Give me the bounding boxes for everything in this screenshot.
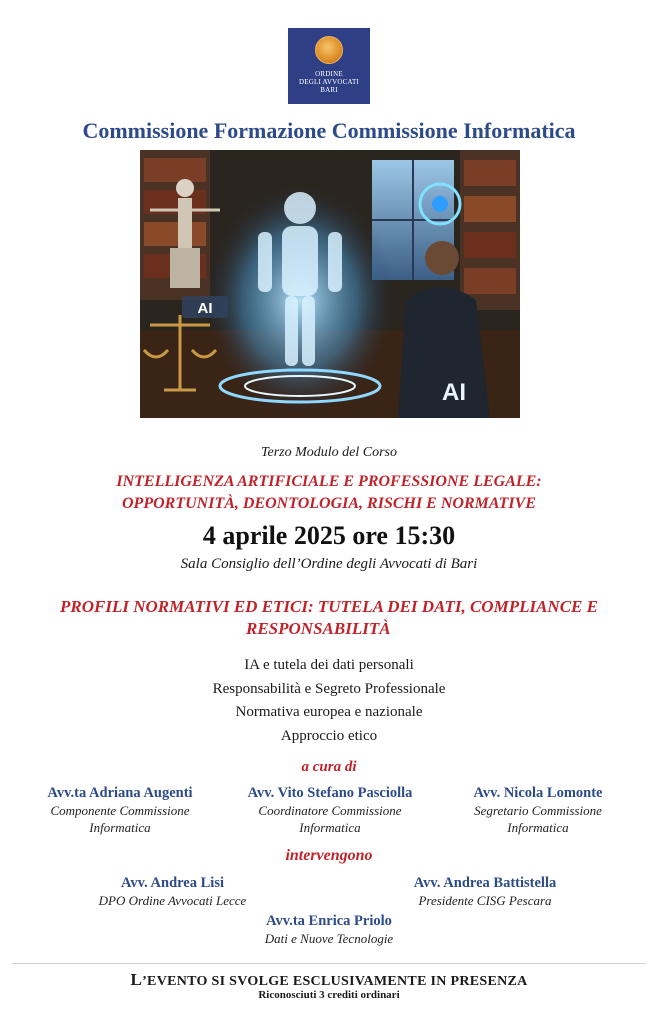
curator-name: Avv. Vito Stefano Pasciolla [247, 785, 413, 801]
presence-notice-initial: L [130, 970, 143, 989]
credits-notice: Riconosciuti 3 crediti ordinari [258, 989, 400, 1001]
logo-text [299, 70, 359, 94]
course-title [0, 471, 658, 515]
curator-name: Avv. Nicola Lomonte [473, 785, 603, 801]
curator-role: Informatica [89, 820, 151, 835]
logo-text-line: ORDINE [315, 70, 343, 78]
speaker-role: DPO Ordine Avvocati Lecce [98, 893, 247, 908]
curator-role: Componente Commissione [50, 803, 190, 818]
curators-label: a cura di [301, 759, 357, 775]
ai-label-right: AI [442, 379, 466, 406]
curator-card [444, 784, 632, 836]
speaker-card [65, 874, 280, 909]
speaker-name: Avv. Andrea Battistella [413, 875, 557, 891]
hero-illustration [140, 150, 520, 418]
speaker-name: Avv. Andrea Lisi [120, 875, 224, 891]
event-date-time: 4 aprile 2025 ore 15:30 [202, 521, 456, 550]
section-title-line: RESPONSABILITÀ [246, 619, 391, 638]
presence-notice-text: ’EVENTO SI SVOLGE ESCLUSIVAMENTE IN PRESENZA [142, 974, 528, 989]
topic-item: Normativa europea e nazionale [235, 704, 423, 720]
module-label: Terzo Modulo del Corso [260, 445, 397, 460]
topic-item: Approccio etico [280, 727, 378, 744]
event-venue: Sala Consiglio dell’Ordine degli Avvocati di Bari [180, 556, 478, 572]
curator-role: Segretario Commissione [474, 803, 602, 818]
topic-item: IA e tutela dei dati personali [244, 657, 414, 673]
footer-divider [12, 963, 646, 964]
section-title-line: PROFILI NORMATIVI ED ETICI: TUTELA DEI DATI, COMPLIANCE E [60, 597, 598, 616]
logo-text-line: BARI [320, 86, 338, 94]
speaker-role: Dati e Nuove Tecnologie [264, 931, 394, 946]
curator-role: Coordinatore Commissione [258, 803, 402, 818]
curator-card [20, 784, 220, 836]
page-title: Commissione Formazione Commissione Informatica [82, 118, 576, 143]
logo-text-line: DEGLI AVVOCATI [298, 78, 360, 86]
speaker-card [229, 912, 429, 947]
speakers-label: intervengono [285, 847, 373, 864]
curator-name: Avv.ta Adriana Augenti [47, 785, 193, 801]
bar-association-logo [288, 28, 370, 104]
curator-role: Informatica [299, 820, 361, 835]
curator-role: Informatica [507, 820, 569, 835]
speaker-card [380, 874, 590, 909]
curator-card [225, 784, 435, 836]
speaker-name: Avv.ta Enrica Priolo [266, 913, 392, 929]
bookshelf-right [460, 150, 520, 310]
presence-notice [0, 970, 658, 990]
speaker-role: Presidente CISG Pescara [418, 893, 552, 908]
topics-list [0, 654, 658, 748]
seal-icon [315, 36, 343, 64]
course-title-line: INTELLIGENZA ARTIFICIALE E PROFESSIONE LEGALE: [116, 473, 542, 490]
hero-illustration-art [140, 150, 520, 418]
topic-item: Responsabilità e Segreto Professionale [212, 680, 446, 697]
course-title-line: OPPORTUNITÀ, DEONTOLOGIA, RISCHI E NORMATIVE [122, 495, 536, 512]
ai-label-left: AI [197, 300, 213, 317]
section-title [60, 596, 658, 640]
